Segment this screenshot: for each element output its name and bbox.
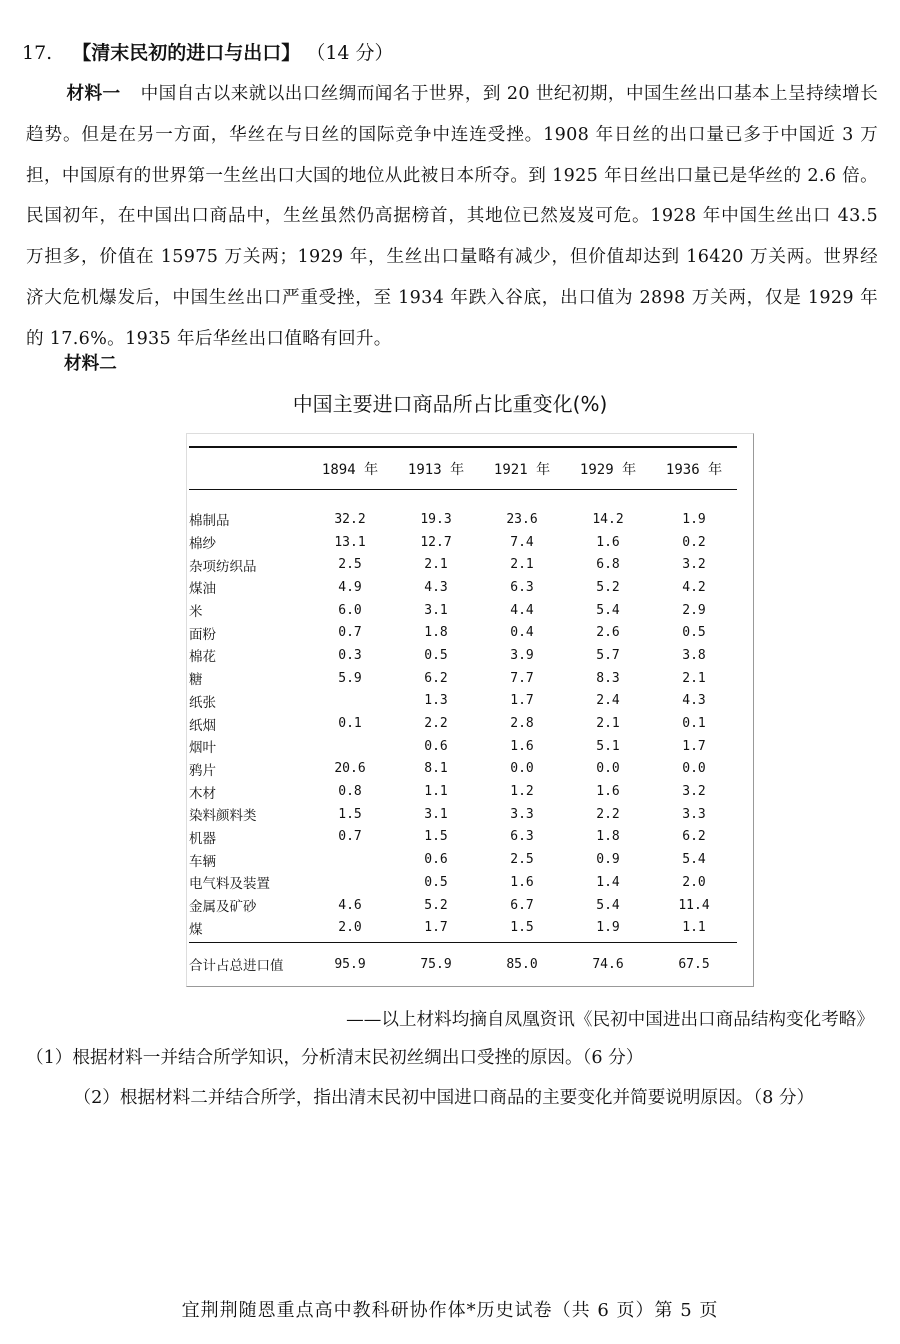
table-cell: 1.7 — [510, 693, 534, 709]
column-header: 1921 年 — [493, 462, 551, 478]
question-score: （14 分） — [306, 42, 394, 64]
row-label: 纸烟 — [189, 717, 216, 734]
table-cell: 2.4 — [596, 693, 620, 709]
table-row — [187, 894, 737, 917]
table-cell: 14.2 — [592, 511, 624, 527]
table-cell: 8.1 — [424, 761, 448, 777]
row-label: 电气料及装置 — [189, 876, 270, 893]
table-cell: 1.9 — [682, 511, 706, 527]
table-cell: 1.8 — [596, 829, 620, 845]
table-row — [187, 599, 737, 622]
table-cell: 13.1 — [334, 534, 366, 550]
row-label: 染料颜料类 — [189, 808, 257, 825]
table-cell: 0.1 — [682, 716, 706, 732]
table-cell: 3.2 — [682, 784, 706, 800]
table-cell: 1.6 — [510, 874, 534, 890]
table-cell: 2.0 — [338, 920, 362, 936]
table-cell: 2.1 — [682, 670, 706, 686]
row-label: 煤 — [189, 921, 203, 938]
row-label: 杂项纺织品 — [189, 558, 257, 575]
table-cell: 1.6 — [596, 784, 620, 800]
table-cell: 23.6 — [506, 511, 538, 527]
total-cell: 95.9 — [334, 956, 366, 972]
import-table-figure — [186, 433, 754, 987]
table-cell: 3.1 — [424, 806, 448, 822]
row-label: 棉纱 — [189, 536, 216, 553]
page-footer: 宜荆荆随恩重点高中教科研协作体*历史试卷（共 6 页）第 5 页 — [181, 1300, 719, 1321]
table-cell: 6.0 — [338, 602, 362, 618]
table-cell: 4.2 — [682, 579, 706, 595]
table-row — [187, 621, 737, 644]
column-header: 1894 年 — [321, 462, 379, 478]
table-cell: 0.0 — [510, 761, 534, 777]
table-cell: 4.3 — [682, 693, 706, 709]
table-cell: 3.1 — [424, 602, 448, 618]
table-cell: 1.3 — [424, 693, 448, 709]
total-cell: 85.0 — [506, 956, 538, 972]
table-cell — [307, 848, 393, 871]
row-label: 金属及矿砂 — [189, 899, 257, 916]
table-cell: 1.1 — [682, 920, 706, 936]
table-cell: 3.2 — [682, 557, 706, 573]
question-title: 【清末民初的进口与出口】 — [72, 42, 301, 64]
table-cell: 0.9 — [596, 852, 620, 868]
table-cell: 6.2 — [682, 829, 706, 845]
row-label: 木材 — [189, 785, 216, 802]
table-cell: 7.7 — [510, 670, 534, 686]
table-cell: 6.7 — [510, 897, 534, 913]
table-cell — [307, 871, 393, 894]
table-cell: 4.3 — [424, 579, 448, 595]
table-cell: 0.5 — [682, 625, 706, 641]
total-cell: 75.9 — [420, 956, 452, 972]
table-row — [187, 667, 737, 690]
total-row — [187, 953, 737, 976]
table-cell: 1.6 — [510, 738, 534, 754]
table-cell: 0.1 — [338, 716, 362, 732]
material-two-label: 材料二 — [64, 354, 117, 374]
column-header: 1936 年 — [665, 462, 723, 478]
table-cell: 6.2 — [424, 670, 448, 686]
table-cell: 0.7 — [338, 829, 362, 845]
column-header: 1913 年 — [407, 462, 465, 478]
row-label: 机器 — [189, 830, 216, 847]
row-label: 纸张 — [189, 694, 216, 711]
row-label: 糖 — [189, 672, 203, 689]
table-cell: 1.5 — [510, 920, 534, 936]
row-label: 煤油 — [189, 581, 216, 598]
table-row — [187, 848, 737, 871]
question-1: （1）根据材料一并结合所学知识，分析清末民初丝绸出口受挫的原因。（6 分） — [26, 1048, 644, 1068]
table-cell: 0.5 — [424, 647, 448, 663]
table-row — [187, 690, 737, 713]
table-title: 中国主要进口商品所占比重变化(%) — [292, 392, 608, 416]
table-cell: 3.3 — [682, 806, 706, 822]
table-cell: 19.3 — [420, 511, 452, 527]
table-cell: 4.9 — [338, 579, 362, 595]
table-cell: 0.6 — [424, 738, 448, 754]
table-cell: 12.7 — [420, 534, 452, 550]
material-one-text: 中国自古以来就以出口丝绸而闻名于世界，到 20 世纪初期，中国生丝出口基本上呈持续增长趋势。但是在另一方面，华丝在与日丝的国际竞争中连连受挫。1908 年日丝的出口量已多于中国近 3 万担，中国原有的世界第一生丝出口大国的地位从此被日本所夺。到 1925 年日丝出口量已是华丝的 2.6 倍。民国初年，在中国出口商品中，生丝虽然仍高据榜首，其地位已然岌岌可危。1928 年中国生丝出口 43.5 万担多，价值在 15975 万关两；1929 年，生丝出口量略有减少，但价值却达到 16420 万关两。世界经济大危机爆发后，中国生丝出口严重受挫，至 1934 年跌入谷底，出口值为 2898 万关两，仅是 1929 年的 17.6%。1935 年后华丝出口值略有回升。 — [26, 84, 878, 349]
table-cell: 2.2 — [596, 806, 620, 822]
table-cell: 0.0 — [682, 761, 706, 777]
table-cell: 1.6 — [596, 534, 620, 550]
table-cell: 4.6 — [338, 897, 362, 913]
table-cell: 6.8 — [596, 557, 620, 573]
row-label: 面粉 — [189, 626, 216, 643]
table-cell: 5.2 — [424, 897, 448, 913]
total-row-label: 合计占总进口值 — [189, 958, 284, 975]
table-cell: 1.5 — [424, 829, 448, 845]
table-cell: 0.5 — [424, 874, 448, 890]
row-label: 烟叶 — [189, 740, 216, 757]
row-label: 车辆 — [189, 853, 216, 870]
source-citation: ——以上材料均摘自凤凰资讯《民初中国进出口商品结构变化考略》 — [346, 1010, 874, 1030]
table-cell — [307, 735, 393, 758]
table-cell: 1.7 — [682, 738, 706, 754]
table-cell: 0.0 — [596, 761, 620, 777]
table-row — [187, 916, 737, 939]
table-cell: 3.9 — [510, 647, 534, 663]
question-header — [22, 38, 394, 65]
table-row — [187, 644, 737, 667]
table-cell: 2.5 — [510, 852, 534, 868]
table-row — [187, 803, 737, 826]
table-cell: 2.1 — [424, 557, 448, 573]
table-cell: 20.6 — [334, 761, 366, 777]
table-cell: 8.3 — [596, 670, 620, 686]
table-row — [187, 712, 737, 735]
table-cell: 5.7 — [596, 647, 620, 663]
total-cell: 74.6 — [592, 956, 624, 972]
table-header-row — [187, 434, 737, 504]
table-cell: 2.6 — [596, 625, 620, 641]
row-label: 鸦片 — [189, 762, 216, 779]
table-cell: 2.5 — [338, 557, 362, 573]
import-table — [187, 434, 737, 976]
table-cell: 1.2 — [510, 784, 534, 800]
table-cell: 2.9 — [682, 602, 706, 618]
table-row — [187, 780, 737, 803]
row-label: 棉花 — [189, 649, 216, 666]
row-label: 棉制品 — [189, 513, 230, 530]
table-cell: 2.0 — [682, 874, 706, 890]
table-cell: 5.9 — [338, 670, 362, 686]
total-cell: 67.5 — [678, 956, 710, 972]
column-header: 1929 年 — [579, 462, 637, 478]
question-number: 17. — [22, 42, 53, 64]
table-cell: 2.8 — [510, 716, 534, 732]
table-cell: 11.4 — [678, 897, 710, 913]
table-cell: 1.1 — [424, 784, 448, 800]
table-cell: 6.3 — [510, 829, 534, 845]
table-cell: 2.1 — [510, 557, 534, 573]
table-cell: 1.5 — [338, 806, 362, 822]
table-row — [187, 508, 737, 531]
table-row — [187, 576, 737, 599]
table-cell: 2.2 — [424, 716, 448, 732]
table-cell: 0.2 — [682, 534, 706, 550]
table-cell: 3.8 — [682, 647, 706, 663]
table-cell: 1.9 — [596, 920, 620, 936]
table-cell: 0.3 — [338, 647, 362, 663]
table-cell: 3.3 — [510, 806, 534, 822]
table-cell: 32.2 — [334, 511, 366, 527]
table-row — [187, 531, 737, 554]
table-cell: 1.4 — [596, 874, 620, 890]
table-cell: 5.2 — [596, 579, 620, 595]
table-cell: 6.3 — [510, 579, 534, 595]
table-cell: 0.7 — [338, 625, 362, 641]
table-cell: 4.4 — [510, 602, 534, 618]
table-cell: 5.1 — [596, 738, 620, 754]
table-row — [187, 826, 737, 849]
table-row — [187, 553, 737, 576]
material-one-paragraph — [26, 74, 878, 360]
table-cell: 1.7 — [424, 920, 448, 936]
table-row — [187, 735, 737, 758]
table-cell — [307, 690, 393, 713]
table-cell: 2.1 — [596, 716, 620, 732]
row-label-header — [187, 434, 307, 504]
table-cell: 1.8 — [424, 625, 448, 641]
table-cell: 5.4 — [596, 602, 620, 618]
table-cell: 5.4 — [682, 852, 706, 868]
table-cell: 0.6 — [424, 852, 448, 868]
table-cell: 0.8 — [338, 784, 362, 800]
table-cell: 5.4 — [596, 897, 620, 913]
table-row — [187, 871, 737, 894]
material-one-label: 材料一 — [66, 84, 121, 104]
table-cell: 7.4 — [510, 534, 534, 550]
table-row — [187, 758, 737, 781]
row-label: 米 — [189, 604, 203, 621]
table-cell: 0.4 — [510, 625, 534, 641]
question-2: （2）根据材料二并结合所学，指出清末民初中国进口商品的主要变化并简要说明原因。（8 分） — [73, 1088, 815, 1108]
